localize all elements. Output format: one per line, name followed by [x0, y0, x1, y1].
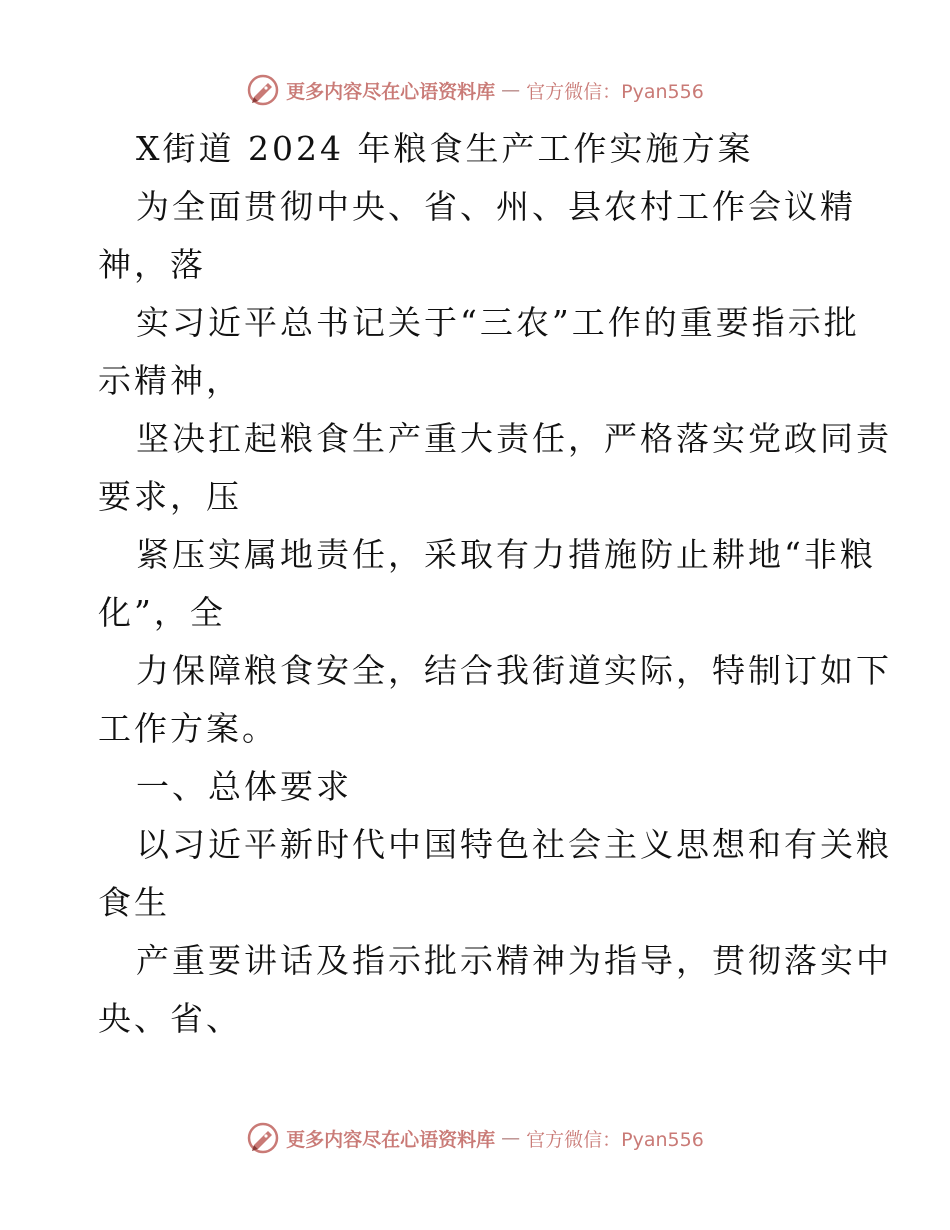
watermark-separator: —: [501, 1127, 521, 1149]
watermark-wechat-text: 官方微信：Pyan556: [526, 80, 704, 103]
text-line: 示精神，: [98, 361, 242, 400]
document-title: X街道 2024 年粮食生产工作实施方案: [136, 129, 754, 168]
header-watermark: [0, 70, 950, 110]
text-line: 坚决扛起粮食生产重大责任，严格落实党政同责: [136, 419, 892, 458]
text-line: 以习近平新时代中国特色社会主义思想和有关粮: [136, 825, 892, 864]
text-line: 化”，全: [98, 593, 226, 632]
document-body: [98, 120, 892, 1048]
text-line: 紧压实属地责任，采取有力措施防止耕地“非粮: [136, 535, 876, 574]
text-line: 要求，压: [98, 477, 242, 516]
watermark-main-text: 更多内容尽在心语资料库: [286, 1128, 496, 1151]
watermark-separator: —: [501, 79, 521, 101]
text-line: 央、省、: [98, 999, 242, 1038]
pen-logo-icon: [246, 1121, 280, 1155]
text-line: 产重要讲话及指示批示精神为指导，贯彻落实中: [136, 941, 892, 980]
text-line: 神，落: [98, 245, 206, 284]
footer-watermark: [0, 1118, 950, 1158]
watermark-wechat-text: 官方微信：Pyan556: [526, 1128, 704, 1151]
text-line: 实习近平总书记关于“三农”工作的重要指示批: [136, 303, 860, 342]
text-line: 为全面贯彻中央、省、州、县农村工作会议精: [136, 187, 856, 226]
pen-logo-icon: [246, 73, 280, 107]
section-heading: 一、总体要求: [136, 767, 352, 806]
text-line: 工作方案。: [98, 709, 278, 748]
text-line: 力保障粮食安全，结合我街道实际，特制订如下: [136, 651, 892, 690]
watermark-main-text: 更多内容尽在心语资料库: [286, 80, 496, 103]
text-line: 食生: [98, 883, 170, 922]
